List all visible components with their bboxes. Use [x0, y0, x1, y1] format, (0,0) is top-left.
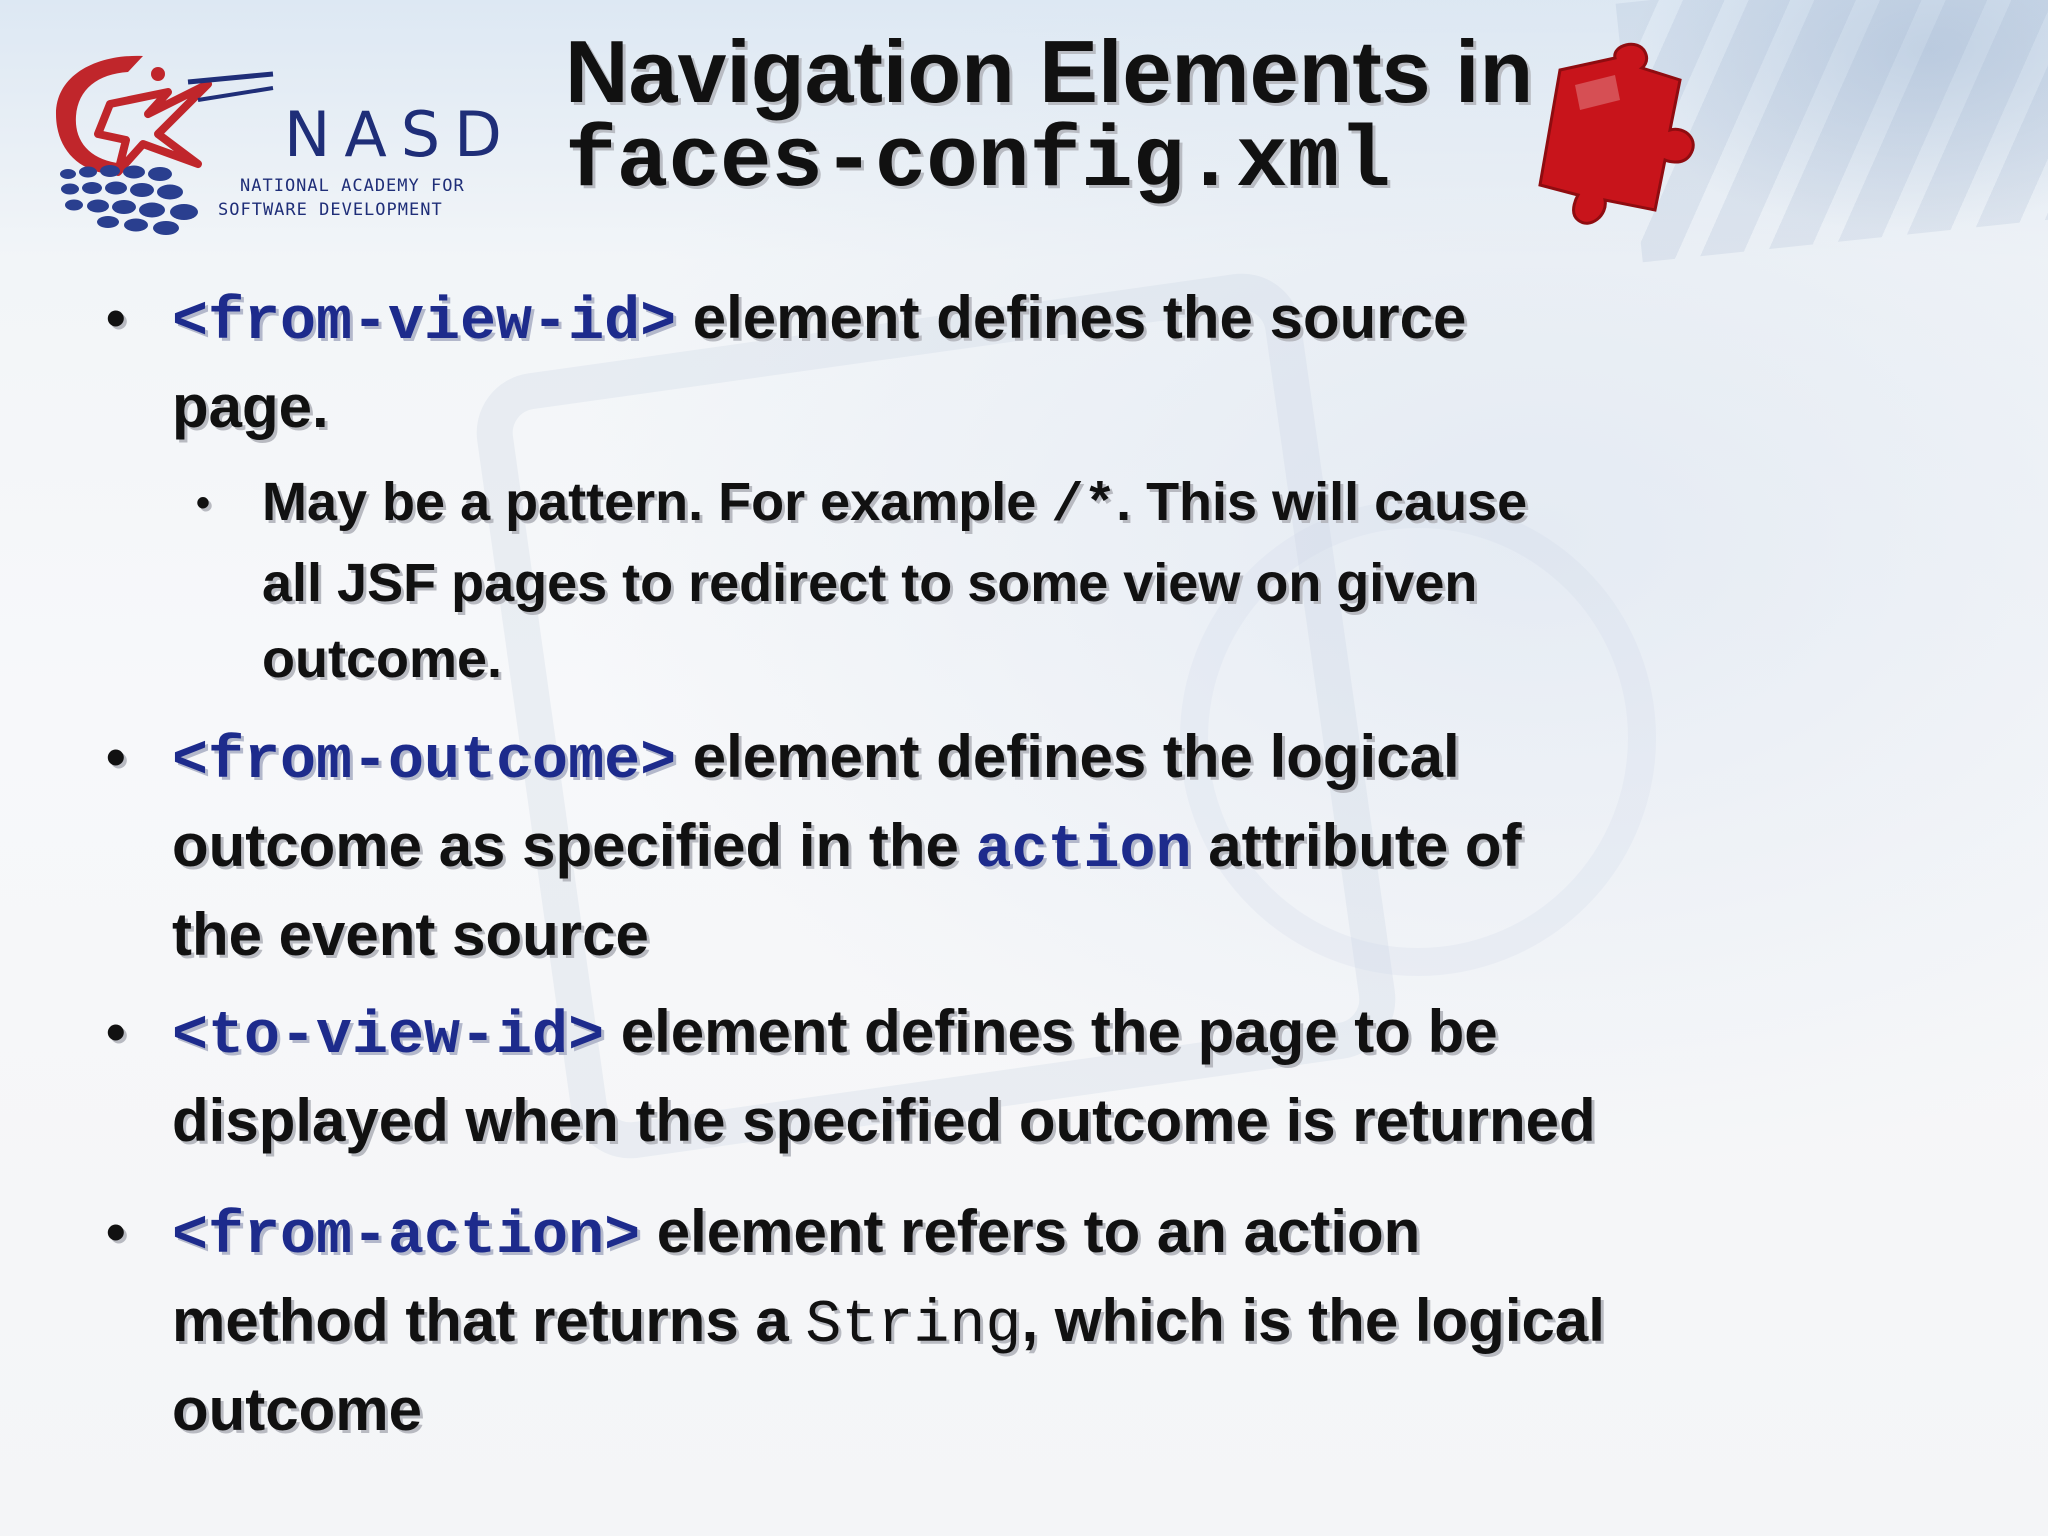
sub-bullet-marker: •	[196, 481, 211, 525]
bullet-text: attribute of	[1191, 812, 1522, 879]
bullet-text: element defines the source	[676, 284, 1467, 351]
title-line1: Navigation Elements in	[565, 22, 1534, 121]
logo-name: NASD	[284, 98, 516, 171]
slide-title	[565, 24, 1533, 210]
sub-bullet-text: . This will cause	[1116, 472, 1528, 532]
bullet-text: element defines the page to be	[604, 998, 1498, 1065]
code-pattern: /*	[1051, 476, 1117, 537]
code-from-view-id: <from-view-id>	[172, 289, 677, 357]
sub-bullet-pattern	[196, 464, 1956, 697]
bullet-marker: •	[106, 1200, 126, 1263]
bullet-text: page.	[172, 373, 329, 440]
code-action: action	[975, 817, 1192, 885]
bullet-text: the event source	[172, 901, 649, 968]
bullet-text: , which is the logical	[1021, 1287, 1605, 1354]
bullet-from-view-id	[106, 276, 1986, 449]
code-from-action: <from-action>	[172, 1203, 641, 1271]
sub-bullet-text: May be a pattern. For example	[262, 472, 1052, 532]
bullet-marker: •	[106, 725, 126, 788]
bullet-from-action	[106, 1190, 1986, 1452]
bullet-from-outcome	[106, 715, 1986, 977]
bullet-text: outcome	[172, 1376, 423, 1443]
bullet-marker: •	[106, 286, 126, 349]
puzzle-piece-icon	[1520, 40, 1710, 240]
bullet-text: outcome as specified in the	[172, 812, 976, 879]
logo-subtitle-line2: SOFTWARE DEVELOPMENT	[218, 200, 443, 220]
bullet-text: element defines the logical	[676, 723, 1460, 790]
bullet-marker: •	[106, 1000, 126, 1063]
sub-bullet-text: all JSF pages to redirect to some view on given	[262, 553, 1478, 613]
bullet-text: element refers to an action	[640, 1198, 1421, 1265]
sub-bullet-text: outcome.	[262, 629, 503, 689]
bullet-to-view-id	[106, 990, 1986, 1163]
code-to-view-id: <to-view-id>	[172, 1003, 605, 1071]
code-from-outcome: <from-outcome>	[172, 728, 677, 796]
title-line2: faces-config.xml	[565, 113, 1391, 211]
nasd-logo	[48, 44, 548, 244]
code-string: String	[805, 1292, 1022, 1360]
bullet-text: displayed when the specified outcome is returned	[172, 1087, 1596, 1154]
logo-subtitle-line1: NATIONAL ACADEMY FOR	[240, 176, 465, 196]
bullet-text: method that returns a	[172, 1287, 806, 1354]
